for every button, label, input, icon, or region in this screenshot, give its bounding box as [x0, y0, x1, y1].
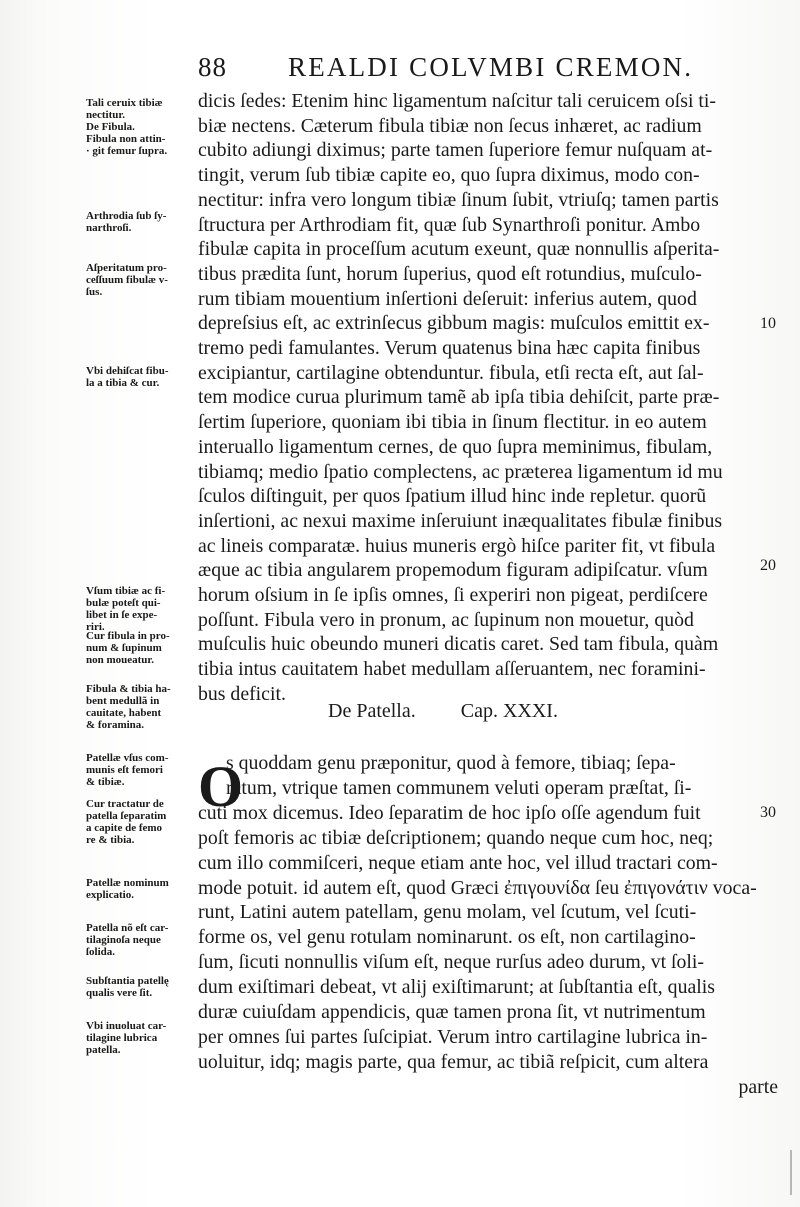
text-line: rum tibiam mouentium inſertioni deſeruit: inferius autem, quod	[198, 287, 697, 310]
page-number: 88	[198, 52, 227, 82]
margin-note	[86, 585, 198, 633]
margin-note-line: Patella nõ eſt car-	[86, 922, 169, 934]
margin-note-line: ſolida.	[86, 946, 116, 958]
page-edge-mark	[790, 1150, 792, 1195]
text-line: tem modice curua plurimum tamẽ ab ipſa tibia dehiſcit, parte præ-	[198, 386, 720, 409]
margin-note	[86, 97, 198, 157]
chapter-heading	[328, 700, 658, 723]
margin-note	[86, 683, 198, 731]
margin-note-line: tilaginoſa neque	[86, 934, 161, 946]
margin-note	[86, 975, 198, 999]
margin-note-line: libet in ſe expe-	[86, 609, 158, 621]
margin-note-line: riri.	[86, 621, 105, 633]
margin-note-line: tilagine lubrica	[86, 1032, 158, 1044]
margin-note-line: qualis vere ſit.	[86, 987, 153, 999]
chapter-text-line: duræ cuiuſdam appendicis, quæ tamen prona ſit, vt nutrimentum	[198, 1001, 706, 1023]
text-line: ſculos diſtinguit, per quos ſpatium illud hinc inde repletur. quorũ	[198, 485, 707, 508]
chapter-text-line: uoluitur, idq; magis parte, qua femur, ac tibiã reſpicit, cum altera	[198, 1050, 709, 1073]
drop-cap: O	[198, 754, 244, 819]
margin-note-line: Patellæ nominum	[86, 877, 169, 889]
margin-note-line: patella.	[86, 1044, 121, 1056]
text-line: cubito adiungi diximus; parte tamen ſuperiore femur nuſquam at-	[198, 139, 713, 162]
margin-note-line: & foramina.	[86, 719, 145, 731]
margin-note-line: Cur fibula in pro-	[86, 630, 170, 642]
margin-note-line: a capite de femo	[86, 822, 163, 834]
margin-note-line: Fibula non attin-	[86, 133, 166, 145]
text-line: inſertioni, ac nexui maxime inſeruiunt inæqualitates fibulæ finibus	[198, 509, 723, 532]
text-line: fibulæ capita in proceſſum acutum exeunt, quæ nonnullis aſperita-	[198, 238, 720, 261]
margin-note-line: Vbi dehiſcat fibu-	[86, 365, 169, 377]
margin-note-line: re & tibia.	[86, 834, 135, 846]
margin-note-line: Subſtantia patellę	[86, 975, 169, 987]
margin-note-line: & tibiæ.	[86, 776, 125, 788]
chapter-text-line: ratum, vtrique tamen communem veluti operam præſtat, ſi-	[226, 776, 692, 799]
text-line: tingit, verum ſub tibiæ capite eo, quo ſupra diximus, modo con-	[198, 164, 700, 187]
chapter-text-line: parte	[738, 1075, 778, 1098]
margin-note	[86, 752, 198, 788]
margin-note-line: ſus.	[86, 286, 103, 298]
margin-note-line: bent medullã in	[86, 695, 160, 707]
text-line: tibiamq; medio ſpatio complectens, ac præterea ligamentum id mu	[198, 460, 723, 483]
line-number-20: 20	[760, 557, 776, 574]
margin-note-line: patella ſeparatim	[86, 810, 167, 822]
margin-note-line: Aſperitatum pro-	[86, 262, 167, 274]
margin-note	[86, 877, 198, 901]
text-line: biæ nectens. Cæterum fibula tibiæ non ſecus inhæret, ac radium	[198, 114, 702, 137]
margin-note-line: Tali ceruix tibiæ	[86, 97, 163, 109]
chapter-text-line: cuti mox dicemus. Ideo ſeparatim de hoc ipſo oſſe agendum fuit	[198, 801, 701, 824]
margin-note-line: num & ſupinum	[86, 642, 162, 654]
text-line: poſſunt. Fibula vero in pronum, ac ſupinum non mouetur, quòd	[198, 608, 694, 631]
text-line: interuallo ligamentum cernes, de quo ſupra meminimus, fibulam,	[198, 435, 713, 458]
margin-note	[86, 798, 198, 846]
text-line: tibus prædita ſunt, horum ſuperius, quod eſt rotundius, muſculo-	[198, 262, 702, 285]
text-line: ſertim ſuperiore, quoniam ibi tibia in ſinum flectitur. in eo autem	[198, 411, 707, 434]
margin-note-line: munis eſt femori	[86, 764, 163, 776]
margin-note-line: Vbi inuoluat car-	[86, 1020, 167, 1032]
margin-note-line: bulæ poteſt qui-	[86, 597, 161, 609]
chapter-number: Cap. XXXI.	[460, 700, 558, 722]
chapter-text-line: dum exiſtimari debeat, vt alij exiſtimarunt; at ſubſtantia eſt, qualis	[198, 976, 715, 999]
margin-note-line: narthroſi.	[86, 222, 132, 234]
margin-note-line: ceſſuum fibulæ v-	[86, 274, 168, 286]
running-head: REALDI COLVMBI CREMON.	[288, 52, 694, 82]
margin-note-line: Vſum tibiæ ac fi-	[86, 585, 166, 597]
text-line: nectitur: infra vero longum tibiæ ſinum ſubit, vtriuſq; tamen partis	[198, 188, 719, 211]
margin-note	[86, 262, 198, 298]
margin-note-line: cauitate, habent	[86, 707, 162, 719]
margin-note-line: Arthrodia ſub ſy-	[86, 210, 167, 222]
text-line: excipiantur, cartilagine obtenduntur. fibula, etſi recta eſt, aut ſal-	[198, 361, 704, 384]
text-line: tibia intus cauitatem habet medullam aſſeruantem, nec foramini-	[198, 658, 706, 681]
text-line: tremo pedi famulantes. Verum quatenus bina hæc capita finibus	[198, 337, 701, 359]
chapter-text-line: per omnes ſui partes ſuſcipiat. Verum intro cartilagine lubrica in-	[198, 1025, 708, 1048]
chapter-text-line: poſt femoris ac tibiæ deſcriptionem; quando neque cum hoc, neq;	[198, 826, 714, 849]
text-line: horum oſsium in ſe ipſis omnes, ſi experiri non pigeat, perdiſcere	[198, 584, 708, 606]
text-line: ac lineis comparatæ. huius muneris ergò hiſce pariter fit, vt fibula	[198, 534, 716, 557]
margin-note-line: Patellæ vſus com-	[86, 752, 169, 764]
chapter-text-line: mode potuit. id autem eſt, quod Græci ἐπιγουνίδα ſeu ἐπιγονάτιν voca-	[198, 876, 757, 899]
chapter-text-line: s quoddam genu præponitur, quod à femore, tibiaq; ſepa-	[226, 752, 676, 774]
text-line: dicis ſedes: Etenim hinc ligamentum naſcitur tali ceruicem oſsi ti-	[198, 90, 717, 112]
margin-note	[86, 630, 198, 666]
margin-note-line: De Fibula.	[86, 121, 135, 133]
text-line: ſtructura per Arthrodiam fit, quæ ſub Synarthroſi ponitur. Ambo	[198, 213, 701, 236]
line-number-30: 30	[760, 804, 776, 821]
margin-note	[86, 922, 198, 958]
text-line: æque ac tibia angularem propemodum figuram adipiſcatur. vſum	[198, 559, 708, 582]
chapter-text-line: cum illo commiſceri, neque etiam ante hoc, vel illud tractari com-	[198, 851, 718, 874]
chapter-text-line: runt, Latini autem patellam, genu molam, vel ſcutum, vel ſcuti-	[198, 901, 697, 924]
margin-note	[86, 1020, 198, 1056]
margin-note-line: nectitur.	[86, 109, 126, 121]
margin-note-line: non moueatur.	[86, 654, 155, 666]
margin-note-line: explicatio.	[86, 889, 134, 901]
line-number-10: 10	[760, 315, 776, 332]
margin-note	[86, 210, 198, 234]
margin-note-line: · git femur ſupra.	[86, 145, 168, 157]
margin-note-line: Cur tractatur de	[86, 798, 164, 810]
chapter-title: De Patella.	[328, 700, 416, 722]
margin-note-line: Fibula & tibia ha-	[86, 683, 171, 695]
margin-note-line: la a tibia & cur.	[86, 377, 160, 389]
text-line: bus deficit.	[198, 682, 286, 705]
text-line: muſculis huic obeundo muneri dicatis caret. Sed tam fibula, quàm	[198, 633, 719, 656]
page-header	[198, 52, 758, 92]
text-line: depreſsius eſt, ac extrinſecus gibbum magis: muſculos emittit ex-	[198, 312, 710, 335]
chapter-text-line: ſum, ſicuti nonnullis viſum eſt, neque rurſus adeo durum, vt ſoli-	[198, 951, 705, 974]
margin-note	[86, 365, 198, 389]
chapter-text-line: forme os, vel genu rotulam nominarunt. os eſt, non cartilagino-	[198, 926, 696, 949]
